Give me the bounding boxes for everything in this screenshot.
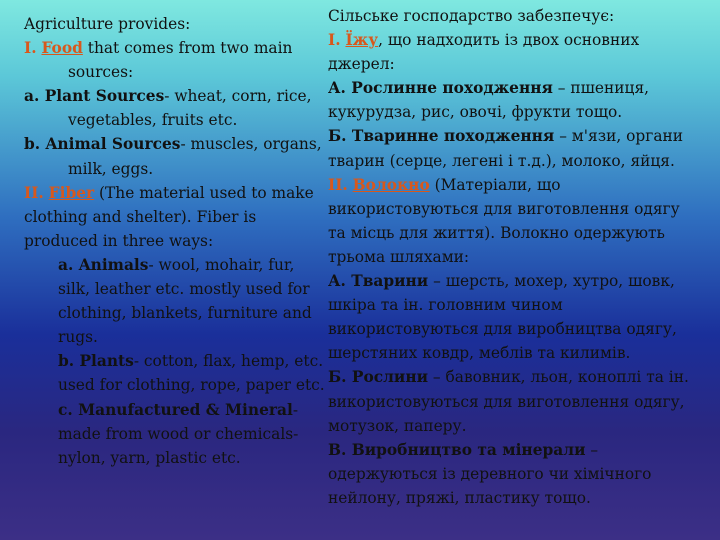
en-manuf-text: - [292,400,299,419]
uk-animals-head: А. Тварини [328,272,429,291]
en-plants-text: - cotton, flax, hemp, etc. [133,352,324,371]
uk-fiber-term: Волокно [352,175,430,194]
en-fiber-text-2: clothing and shelter). Fiber is [24,207,257,226]
uk-animal-head: Б. Тваринне походження [328,127,555,146]
en-fiber-line [24,181,328,205]
en-animals-text-4: rugs. [58,328,98,347]
uk-food-text-2: джерел: [328,55,395,74]
en-plants-head: b. Plants [58,352,134,371]
en-food-line [24,36,328,60]
en-fiber-numeral: II. [24,183,44,202]
en-manuf-head: c. Manufactured & Mineral [58,400,293,419]
en-plants-line [24,349,328,373]
uk-fiber-text: (Матеріали, що [429,175,561,194]
en-animals-text: - wool, mohair, fur, [148,255,295,274]
ukrainian-column [328,4,718,510]
en-food-numeral: I. [24,39,37,58]
uk-fiber-text-4: трьома шляхами: [328,247,470,266]
uk-manuf-text: – [585,440,599,459]
en-fiber-text: (The material used to make [99,183,314,202]
uk-plants-text-3: мотузок, паперу. [328,416,467,435]
uk-plant-head: А. Рослинне походження [328,79,553,98]
uk-fiber-text-3: та місць для життя). Волокно одержують [328,223,665,242]
en-fiber-term: Fiber [48,183,95,202]
uk-manuf-text-2: одержуються із деревного чи хімічного [328,464,652,483]
en-plant-line [24,84,328,108]
uk-food-numeral: I. [328,31,341,50]
english-column [24,12,328,470]
en-animals-text-2: silk, leather etc. mostly used for [58,280,310,299]
uk-plants-line [328,365,718,389]
uk-plant-text-2: кукурудза, рис, овочі, фрукти тощо. [328,103,623,122]
en-animal-line [24,132,328,156]
uk-animals-text-2: шкіра та ін. головним чином [328,296,563,315]
en-animal-text: - muscles, organs, [180,135,322,154]
uk-manuf-line [328,438,718,462]
uk-plants-head: Б. Рослини [328,368,429,387]
uk-animals-text: – шерсть, мохер, хутро, шовк, [428,272,675,291]
en-manuf-line [24,398,328,422]
uk-plants-text: – бавовник, льон, коноплі та ін. [428,368,689,387]
uk-fiber-text-2: використовуються для виготовлення одягу [328,199,680,218]
uk-animals-text-3: використовуються для виробництва одягу, [328,320,677,339]
uk-fiber-line [328,173,718,197]
en-food-text-2: sources: [68,63,134,82]
en-fiber-text-3: produced in three ways: [24,231,214,250]
en-plant-text-2: vegetables, fruits etc. [68,111,238,130]
uk-food-line [328,28,718,52]
uk-animal-text: – м'язи, органи [554,127,684,146]
en-animal-head: b. Animal Sources [24,135,181,154]
en-animal-text-2: milk, eggs. [68,159,154,178]
en-plant-text: - wheat, corn, rice, [164,87,312,106]
uk-plants-text-2: використовуються для виготовлення одягу, [328,392,685,411]
uk-heading: Сільське господарство забезпечує: [328,7,615,25]
uk-plant-text: – пшениця, [552,79,650,98]
uk-animal-text-2: тварин (серце, легені і т.д.), молоко, яйця. [328,151,675,170]
en-food-term: Food [41,39,83,58]
uk-fiber-numeral: II. [328,175,348,194]
uk-manuf-text-3: нейлону, пряжі, пластику тощо. [328,488,591,507]
en-manuf-text-2: made from wood or chemicals- [58,424,299,443]
uk-animal-line [328,124,718,148]
en-animals-line [24,253,328,277]
en-manuf-text-3: nylon, yarn, plastic etc. [58,448,241,467]
uk-manuf-head: В. Виробництво та мінерали [328,440,586,459]
en-animals-head: a. Animals [58,255,149,274]
uk-food-term: Їжу [345,31,379,50]
en-heading: Agriculture provides: [24,15,191,33]
en-plant-head: a. Plant Sources [24,87,165,106]
en-animals-text-3: clothing, blankets, furniture and [58,304,312,323]
uk-plant-line [328,76,718,100]
en-food-text: that comes from two main [87,39,293,58]
uk-food-text: , що надходить із двох основних [378,31,640,50]
uk-animals-text-4: шерстяних ковдр, меблів та килимів. [328,344,631,363]
en-plants-text-2: used for clothing, rope, paper etc. [58,376,325,395]
uk-animals-line [328,269,718,293]
